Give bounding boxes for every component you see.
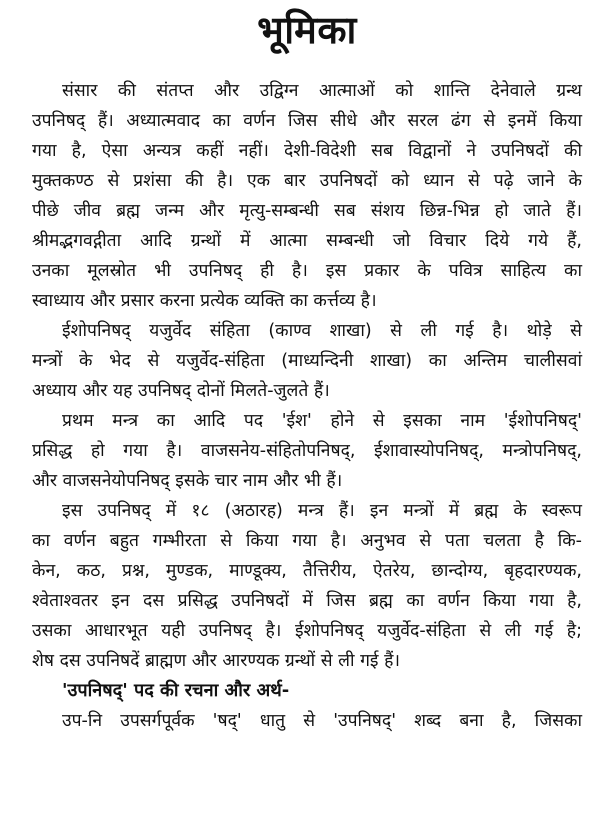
page-title: भूमिका [257,8,357,52]
text-line: प्रसिद्ध हो गया है। वाजसनेय-संहितोपनिषद्, ईशावास्योपनिषद्, मन्त्रोपनिषद्, [32,441,582,461]
text-line: उप-नि उपसर्गपूर्वक 'षद्' धातु से 'उपनिषद्' शब्द बना है, जिसका [62,711,582,731]
text-line: का वर्णन बहुत गम्भीरता से किया गया है। अनुभव से पता चलता है कि- [32,531,582,551]
text-line: इस उपनिषद् में १८ (अठारह) मन्त्र हैं। इन मन्त्रों में ब्रह्म के स्वरूप [62,501,582,521]
text-line: उनका मूलस्रोत भी उपनिषद् ही है। इस प्रकार के पवित्र साहित्य का [32,261,582,281]
text-line: केन, कठ, प्रश्न, मुण्डक, माण्डूक्य, तैत्तिरीय, ऐतरेय, छान्दोग्य, बृहदारण्यक, [32,561,582,581]
paragraph-2 [32,316,582,406]
paragraph-1 [32,76,582,316]
text-line: स्वाध्याय और प्रसार करना प्रत्येक व्यक्ति का कर्त्तव्य है। [32,291,377,311]
paragraph-5 [32,706,582,736]
text-line: ईशोपनिषद् यजुर्वेद संहिता (काण्व शाखा) से ली गई है। थोड़े से [62,321,582,341]
paragraph-4 [32,496,582,676]
text-line: उपनिषद् हैं। अध्यात्मवाद का वर्णन जिस सीधे और सरल ढंग से इनमें किया [32,111,582,131]
text-line: शेष दस उपनिषदें ब्राह्मण और आरण्यक ग्रन्थों से ली गई हैं। [32,651,401,671]
paragraph-3 [32,406,582,496]
text-line: उसका आधारभूत यही उपनिषद् है। ईशोपनिषद् यजुर्वेद-संहिता से ली गई है; [32,621,582,641]
text-line: पीछे जीव ब्रह्म जन्म और मृत्यु-सम्बन्धी सब संशय छिन्न-भिन्न हो जाते हैं। [32,201,582,221]
text-line: प्रथम मन्त्र का आदि पद 'ईश' होने से इसका नाम 'ईशोपनिषद्' [62,411,582,431]
text-line: श्रीमद्भगवद्गीता आदि ग्रन्थों में आत्मा सम्बन्धी जो विचार दिये गये हैं, [32,231,582,251]
text-line: मन्त्रों के भेद से यजुर्वेद-संहिता (माध्यन्दिनी शाखा) का अन्तिम चालीसवां [32,351,582,371]
text-line: और वाजसनेयोपनिषद् इसके चार नाम और भी हैं। [32,471,343,491]
text-line: संसार की संतप्त और उद्विग्न आत्माओं को शान्ति देनेवाले ग्रन्थ [62,81,582,101]
text-line: मुक्तकण्ठ से प्रशंसा की है। एक बार उपनिषदों को ध्यान से पढ़े जाने के [32,171,582,191]
text-line: गया है, ऐसा अन्यत्र कहीं नहीं। देशी-विदेशी सब विद्वानों ने उपनिषदों की [32,141,582,161]
section-heading: 'उपनिषद्' पद की रचना और अर्थ- [62,680,290,701]
text-line: अध्याय और यह उपनिषद् दोनों मिलते-जुलते हैं। [32,381,330,401]
text-line: श्वेताश्वतर इन दस प्रसिद्ध उपनिषदों में जिस ब्रह्म का वर्णन किया गया है, [32,591,582,611]
